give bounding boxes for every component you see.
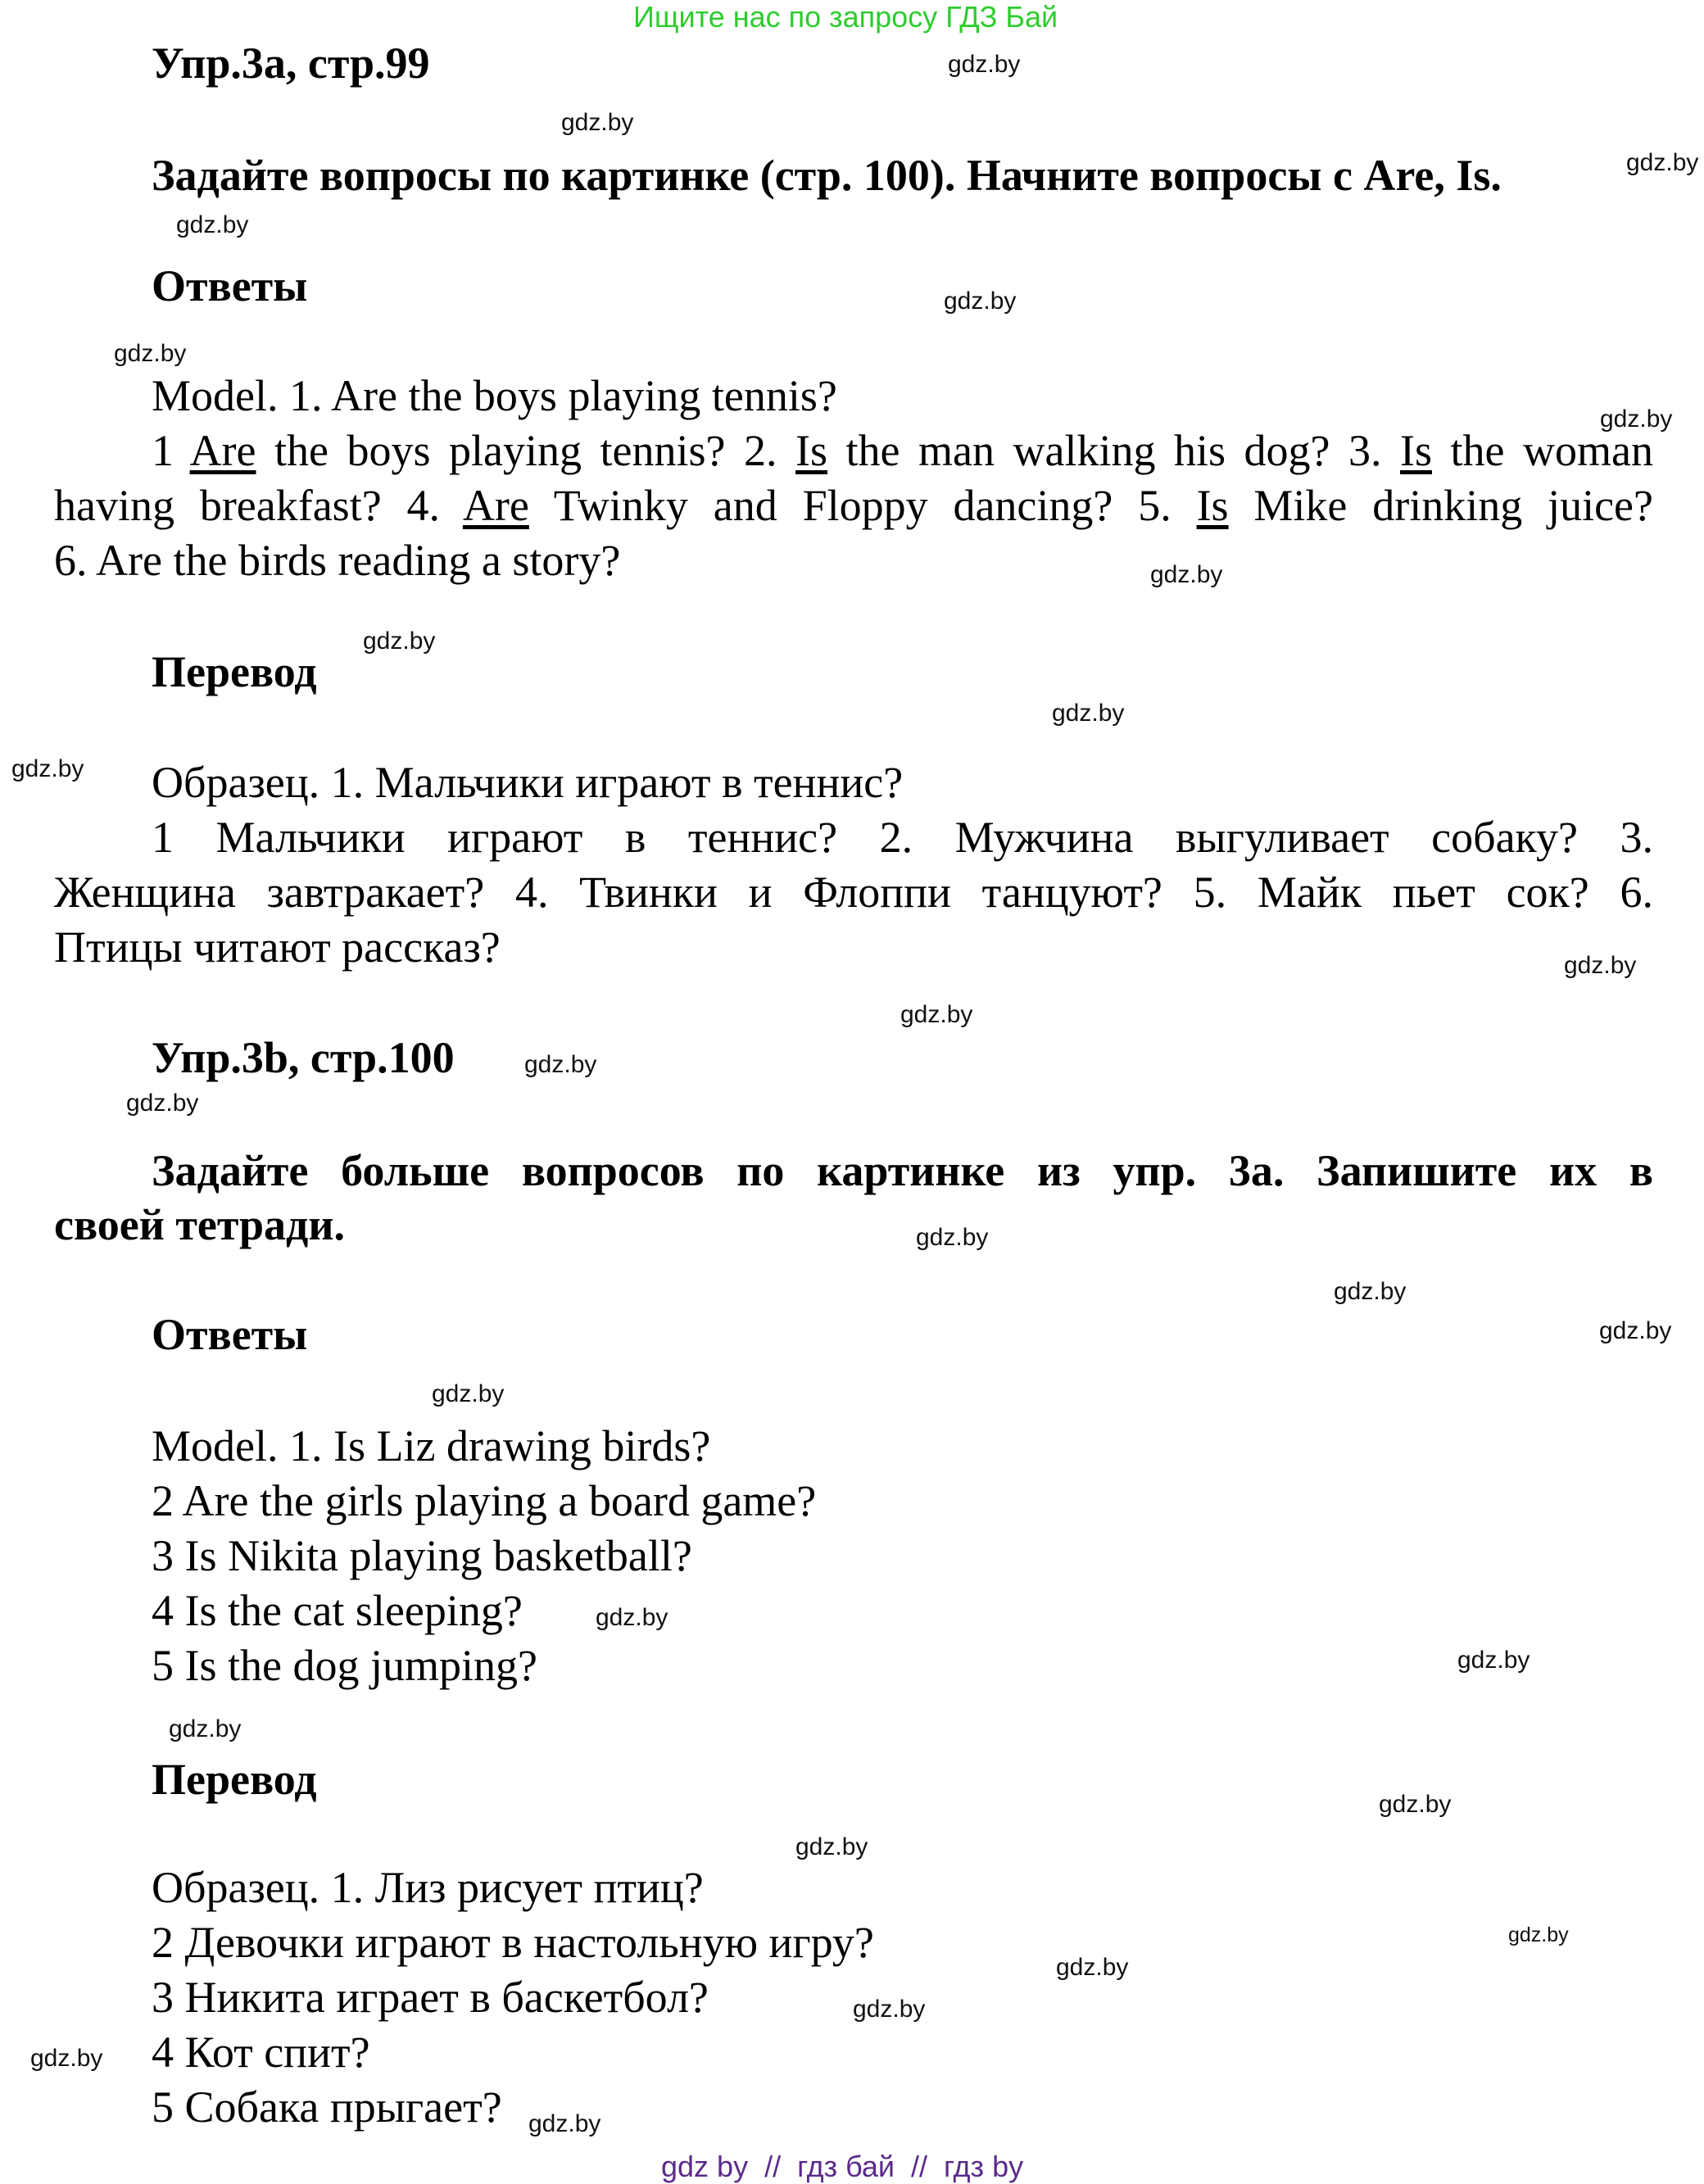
exercise-3b-translation-2: 2 Девочки играют в настольную игру? — [152, 1918, 874, 1967]
watermark: gdz.by — [948, 51, 1021, 78]
watermark: gdz.by — [561, 109, 634, 136]
watermark: gdz.by — [176, 211, 249, 238]
exercise-3b-answer-2: 2 Are the girls playing a board game? — [152, 1476, 817, 1525]
watermark: gdz.by — [1150, 561, 1223, 588]
watermark: gdz.by — [1599, 1317, 1672, 1344]
watermark: gdz.by — [126, 1090, 199, 1117]
answer-verb: Are — [189, 426, 256, 475]
answer-verb: Is — [1196, 481, 1229, 530]
exercise-3b-translation-4: 4 Кот спит? — [152, 2028, 370, 2077]
watermark: gdz.by — [1052, 700, 1125, 727]
exercise-3a-answers-line-1: 1 Are the boys playing tennis? 2. Is the man walking his dog? 3. Is the woman — [152, 426, 1653, 475]
answer-verb: Is — [1400, 426, 1433, 475]
watermark: gdz.by — [432, 1380, 505, 1407]
watermark: gdz.by — [528, 2110, 601, 2137]
exercise-3a-translation-model: Образец. 1. Мальчики играют в теннис? — [152, 758, 904, 807]
exercise-3b-translation-3: 3 Никита играет в баскетбол? — [152, 1973, 709, 2022]
exercise-3b-translation-5: 5 Собака прыгает? — [152, 2082, 502, 2132]
watermark: gdz.by — [1600, 406, 1673, 433]
exercise-3a-answers-line-2: having breakfast? 4. Are Twinky and Floppy dancing? 5. Is Mike drinking juice? — [54, 481, 1653, 530]
exercise-3a-translation-line-2: Женщина завтракает? 4. Твинки и Флоппи танцуют? 5. Майк пьет сок? 6. — [54, 868, 1653, 917]
exercise-3b-task-line-2: своей тетради. — [54, 1200, 345, 1249]
watermark: gdz.by — [795, 1833, 868, 1860]
watermark: gdz.by — [1626, 149, 1699, 176]
watermark: gdz.by — [1457, 1647, 1530, 1674]
watermark: gdz.by — [900, 1001, 973, 1028]
exercise-3a-translation-line-3: Птицы читают рассказ? — [54, 922, 501, 972]
exercise-3a-model: Model. 1. Are the boys playing tennis? — [152, 371, 837, 420]
exercise-3b-translation-heading: Перевод — [152, 1755, 317, 1804]
answer-verb: Are — [462, 481, 529, 530]
exercise-3a-translation-line-1: 1 Мальчики играют в теннис? 2. Мужчина выгуливает собаку? 3. — [152, 813, 1653, 862]
exercise-3a-translation-heading: Перевод — [152, 647, 317, 696]
exercise-3a-answers-line-3: 6. Are the birds reading a story? — [54, 536, 621, 585]
watermark: gdz.by — [169, 1715, 242, 1742]
watermark: gdz.by — [30, 2045, 103, 2072]
watermark: gdz.by — [1564, 952, 1637, 979]
watermark: gdz.by — [1508, 1923, 1569, 1946]
watermark: gdz.by — [524, 1051, 597, 1078]
exercise-3b-answer-1: Model. 1. Is Liz drawing birds? — [152, 1421, 711, 1470]
watermark: gdz.by — [596, 1604, 668, 1631]
exercise-3a-task: Задайте вопросы по картинке (стр. 100). Начните вопросы с Are, Is. — [152, 151, 1502, 200]
exercise-3b-task-line-1: Задайте больше вопросов по картинке из упр. 3a. Запишите их в — [152, 1146, 1653, 1195]
watermark: gdz.by — [916, 1224, 989, 1251]
exercise-3b-answer-4: 4 Is the cat sleeping? — [152, 1586, 523, 1635]
exercise-3b-translation-1: Образец. 1. Лиз рисует птиц? — [152, 1863, 704, 1912]
watermark: gdz.by — [944, 288, 1017, 315]
exercise-3b-title: Упр.3b, стр.100 — [152, 1033, 455, 1082]
watermark: gdz.by — [1334, 1278, 1407, 1305]
watermark: gdz.by — [1056, 1954, 1129, 1981]
header-search-link[interactable]: Ищите нас по запросу ГДЗ Бай — [633, 0, 1058, 34]
exercise-3b-answers-heading: Ответы — [152, 1310, 308, 1359]
footer-links[interactable]: gdz by // гдз бай // гдз by — [661, 2150, 1024, 2183]
exercise-3a-answers-heading: Ответы — [152, 261, 308, 310]
watermark: gdz.by — [11, 755, 84, 782]
watermark: gdz.by — [114, 340, 187, 367]
answer-verb: Is — [795, 426, 828, 475]
exercise-3b-answer-3: 3 Is Nikita playing basketball? — [152, 1531, 692, 1580]
exercise-3a-title: Упр.3a, стр.99 — [152, 39, 430, 88]
watermark: gdz.by — [363, 628, 436, 655]
watermark: gdz.by — [1379, 1791, 1452, 1818]
watermark: gdz.by — [853, 1996, 926, 2023]
exercise-3b-answer-5: 5 Is the dog jumping? — [152, 1641, 537, 1690]
